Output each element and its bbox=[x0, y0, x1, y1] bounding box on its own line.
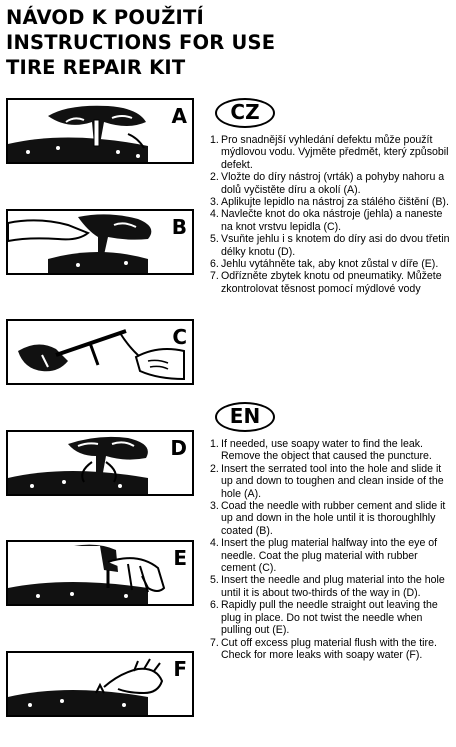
title-kit: TIRE REPAIR KIT bbox=[6, 56, 186, 79]
en-step: 5. Insert the needle and plug material into the hole until it is about two-thirds of the way in (D). bbox=[210, 574, 445, 599]
panel-f-letter: F bbox=[173, 657, 187, 681]
cz-step: 2. Vložte do díry nástroj (vrták) a pohyby nahoru a dolů vyčistěte díru a okolí (A). bbox=[210, 171, 445, 196]
cz-step-text: Aplikujte lepidlo na nástroj za stálého čištění (B). bbox=[221, 196, 449, 209]
hand-pulling-needle-icon bbox=[8, 542, 192, 604]
panel-f bbox=[6, 651, 194, 717]
title-czech: NÁVOD K POUŽITÍ bbox=[6, 6, 204, 29]
cz-step-text: Vložte do díry nástroj (vrták) a pohyby nahoru a dolů vyčistěte díru a okolí (A). bbox=[221, 171, 445, 196]
en-step: 4. Insert the plug material halfway into the eye of needle. Coat the plug material with rubber cement (C). bbox=[210, 537, 438, 575]
en-step-text: Rapidly pull the needle straight out leaving the plug in place. Do not twist the needle when pulling out (E). bbox=[221, 599, 438, 637]
cz-step: 7. Odřízněte zbytek knotu od pneumatiky. Můžete zkontrolovat těsnost pomocí mýdlové vody bbox=[210, 270, 442, 295]
hands-inserting-rasp-tool-icon bbox=[8, 100, 192, 162]
panel-e bbox=[6, 540, 194, 606]
cz-step-text: Odřízněte zbytek knotu od pneumatiky. Můžete zkontrolovat těsnost pomocí mýdlové vody bbox=[221, 270, 442, 295]
cz-step-text: Navlečte knot do oka nástroje (jehla) a naneste na knot vrstvu lepidla (C). bbox=[221, 208, 443, 233]
cz-language-badge: CZ bbox=[215, 98, 275, 128]
cz-step: 6. Jehlu vytáhněte tak, aby knot zůstal v díře (E). bbox=[210, 258, 439, 271]
cz-step: 3. Aplikujte lepidlo na nástroj za stálého čištění (B). bbox=[210, 196, 449, 209]
en-step: 3. Coad the needle with rubber cement and slide it up and down in the hole until it is thoroughlhly coated (B). bbox=[210, 500, 446, 537]
panel-c-letter: C bbox=[172, 325, 187, 349]
cz-step-text: Pro snadnější vyhledání defektu může použít mýdlovou vodu. Vyjměte předmět, který způsobil defekt. bbox=[221, 134, 449, 171]
en-step-text: Insert the plug material halfway into the eye of needle. Coat the plug material with rubber cement (C). bbox=[221, 537, 438, 575]
en-step: 7. Cut off excess plug material flush with the tire. Check for more leaks with soapy water (F). bbox=[210, 636, 437, 661]
title-english: INSTRUCTIONS FOR USE bbox=[6, 31, 276, 54]
en-language-badge: EN bbox=[215, 402, 275, 432]
en-step-text: Coad the needle with rubber cement and slide it up and down in the hole until it is thoroughlhly coated (B). bbox=[221, 500, 446, 537]
panel-a bbox=[6, 98, 194, 164]
panel-b-letter: B bbox=[171, 215, 187, 239]
cz-step-text: Jehlu vytáhněte tak, aby knot zůstal v díře (E). bbox=[221, 258, 439, 271]
cz-step: 4. Navlečte knot do oka nástroje (jehla) a naneste na knot vrstvu lepidla (C). bbox=[210, 208, 443, 233]
hand-inserting-needle-icon bbox=[8, 432, 192, 494]
hand-cutting-plug-icon bbox=[8, 653, 192, 715]
cz-step: 5. Vsuňte jehlu i s knotem do díry asi do dvou třetin délky knotu (D). bbox=[210, 233, 450, 258]
cz-step-text: Vsuňte jehlu i s knotem do díry asi do dvou třetin délky knotu (D). bbox=[221, 233, 450, 258]
en-step-text: Insert the serrated tool into the hole and slide it up and down to toughen and clean inside of the hole (A). bbox=[221, 462, 444, 500]
panel-a-letter: A bbox=[171, 104, 187, 128]
hands-threading-plug-icon bbox=[8, 321, 192, 383]
en-step-text: Cut off excess plug material flush with the tire. Check for more leaks with soapy water (F). bbox=[221, 636, 437, 661]
cz-instructions bbox=[210, 134, 450, 295]
en-step: 6. Rapidly pull the needle straight out leaving the plug in place. Do not twist the needle when pulling out (E). bbox=[210, 599, 438, 637]
en-step-text: If needed, use soapy water to find the leak. Remove the object that caused the puncture. bbox=[221, 438, 432, 463]
en-step-text: Insert the needle and plug material into the hole until it is about two-thirds of the way in (D). bbox=[221, 574, 445, 599]
en-step: 1. If needed, use soapy water to find the leak. Remove the object that caused the puncture. bbox=[210, 438, 432, 463]
panel-d bbox=[6, 430, 194, 496]
en-step: 2. Insert the serrated tool into the hole and slide it up and down to toughen and clean inside of the hole (A). bbox=[210, 462, 444, 500]
panel-b bbox=[6, 209, 194, 275]
hand-applying-cement-icon bbox=[8, 211, 192, 273]
panel-e-letter: E bbox=[173, 546, 187, 570]
cz-step: 1. Pro snadnější vyhledání defektu může použít mýdlovou vodu. Vyjměte předmět, který způsobil defekt. bbox=[210, 134, 449, 171]
panel-c bbox=[6, 319, 194, 385]
panel-d-letter: D bbox=[170, 436, 187, 460]
en-instructions bbox=[210, 438, 450, 661]
